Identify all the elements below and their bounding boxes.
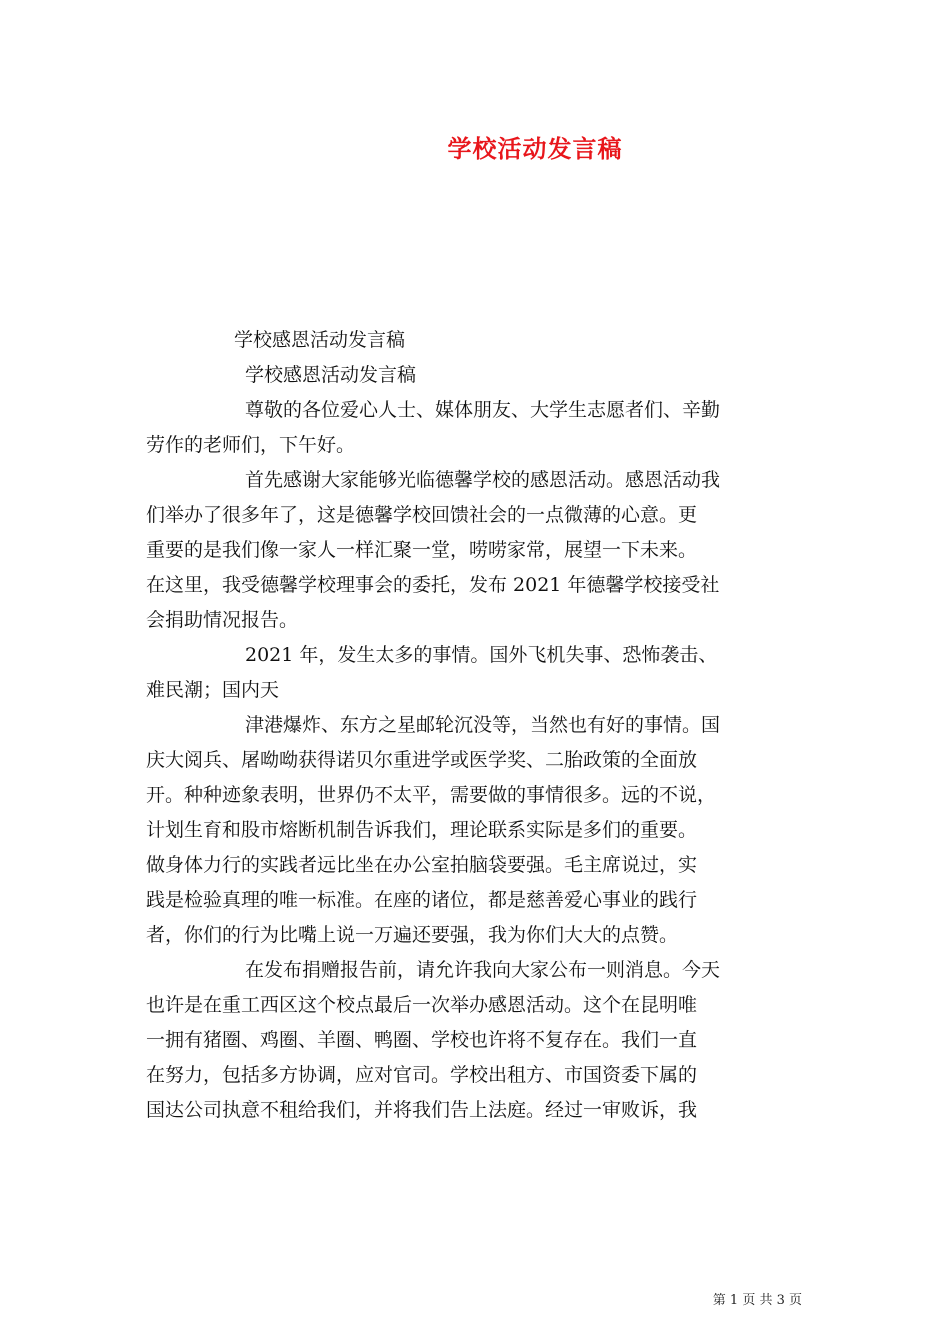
text-line: 庆大阅兵、屠呦呦获得诺贝尔重进学或医学奖、二胎政策的全面放 [146, 749, 698, 771]
text-line: 难民潮；国内天 [146, 679, 280, 701]
document-body [146, 323, 806, 1128]
text-line: 首先感谢大家能够光临德馨学校的感恩活动。感恩活动我 [245, 469, 721, 491]
text-line: 学校感恩活动发言稿 [234, 329, 406, 351]
page-number-footer: 第 1 页 共 3 页 [712, 1293, 802, 1308]
text-line: 尊敬的各位爱心人士、媒体朋友、大学生志愿者们、辛勤 [245, 399, 721, 421]
text-line: 劳作的老师们，下午好。 [146, 434, 356, 456]
text-line: 学校感恩活动发言稿 [245, 364, 417, 386]
text-line: 做身体力行的实践者远比坐在办公室拍脑袋要强。毛主席说过，实 [146, 854, 698, 876]
text-line: 计划生育和股市熔断机制告诉我们，理论联系实际是多们的重要。 [146, 819, 698, 841]
document-title: 学校活动发言稿 [447, 134, 623, 163]
text-line: 2021 年，发生太多的事情。国外飞机失事、恐怖袭击、 [245, 644, 718, 666]
text-line: 津港爆炸、东方之星邮轮沉没等，当然也有好的事情。国 [245, 714, 721, 736]
text-line: 开。种种迹象表明，世界仍不太平，需要做的事情很多。远的不说， [146, 784, 717, 806]
text-line: 在这里，我受德馨学校理事会的委托，发布 2021 年德馨学校接受社 [146, 574, 720, 596]
text-line: 在发布捐赠报告前，请允许我向大家公布一则消息。今天 [245, 959, 721, 981]
text-line: 者，你们的行为比嘴上说一万遍还要强，我为你们大大的点赞。 [146, 924, 679, 946]
text-line: 一拥有猪圈、鸡圈、羊圈、鸭圈、学校也许将不复存在。我们一直 [146, 1029, 698, 1051]
text-line: 国达公司执意不租给我们，并将我们告上法庭。经过一审败诉，我 [146, 1099, 698, 1121]
text-line: 们举办了很多年了，这是德馨学校回馈社会的一点微薄的心意。更 [146, 504, 698, 526]
text-line: 会捐助情况报告。 [146, 609, 299, 631]
text-line: 在努力，包括多方协调，应对官司。学校出租方、市国资委下属的 [146, 1064, 698, 1086]
text-line: 也许是在重工西区这个校点最后一次举办感恩活动。这个在昆明唯 [146, 994, 698, 1016]
text-line: 践是检验真理的唯一标准。在座的诸位，都是慈善爱心事业的践行 [146, 889, 698, 911]
text-line: 重要的是我们像一家人一样汇聚一堂，唠唠家常，展望一下未来。 [146, 539, 698, 561]
